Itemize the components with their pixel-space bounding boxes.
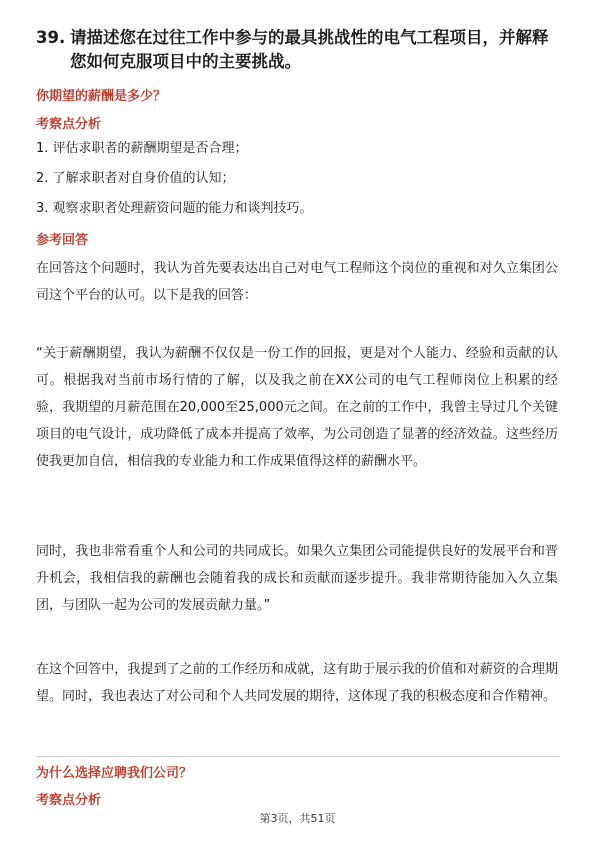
analysis-point-1: 1. 评估求职者的薪酬期望是否合理； (36, 141, 248, 156)
analysis-label: 考察点分析 (36, 117, 102, 132)
answer-paragraph-3: 同时，我也非常看重个人和公司的共同成长。如果久立集团公司能提供良好的发展平台和晋升机会，我相信我的薪酬也会随着我的成长和贡献而逐步提升。我非常期待能加入久立集团，与团队一起为公司的发展贡献力量。” (36, 544, 558, 613)
analysis-point-2: 2. 了解求职者对自身价值的认知； (36, 171, 235, 186)
question-number: 39. (36, 28, 66, 47)
page-footer: 第3页，共51页 (259, 812, 336, 825)
analysis-label-2: 考察点分析 (36, 793, 102, 808)
question-text: 请描述您在过往工作中参与的最具挑战性的电气工程项目，并解释您如何克服项目中的主要挑战。 (70, 28, 549, 71)
answer-paragraph-1: 在回答这个问题时，我认为首先要表达出自己对电气工程师这个岗位的重视和对久立集团公司这个平台的认可。以下是我的回答： (36, 261, 558, 303)
section-heading-why-company: 为什么选择应聘我们公司？ (36, 766, 193, 781)
answer-label: 参考回答 (36, 233, 89, 248)
section-heading-salary: 你期望的薪酬是多少？ (36, 89, 167, 104)
section-divider (36, 756, 559, 757)
answer-paragraph-4: 在这个回答中，我提到了之前的工作经历和成就，这有助于展示我的价值和对薪资的合理期望。同时，我也表达了对公司和个人共同发展的期待，这体现了我的积极态度和合作精神。 (36, 662, 558, 704)
analysis-point-3: 3. 观察求职者处理薪资问题的能力和谈判技巧。 (36, 201, 313, 216)
question-title (36, 26, 561, 74)
answer-paragraph-2: “关于薪酬期望，我认为薪酬不仅仅是一份工作的回报，更是对个人能力、经验和贡献的认可。根据我对当前市场行情的了解，以及我之前在XX公司的电气工程师岗位上积累的经验，我期望的月薪范围在20,000至25,000元之间。在之前的工作中，我曾主导过几个关键项目的电气设计，成功降低了成本并提高了效率，为公司创造了显著的经济效益。这些经历使我更加自信，相信我的专业能力和工作成果值得这样的薪酬水平。 (36, 346, 558, 469)
